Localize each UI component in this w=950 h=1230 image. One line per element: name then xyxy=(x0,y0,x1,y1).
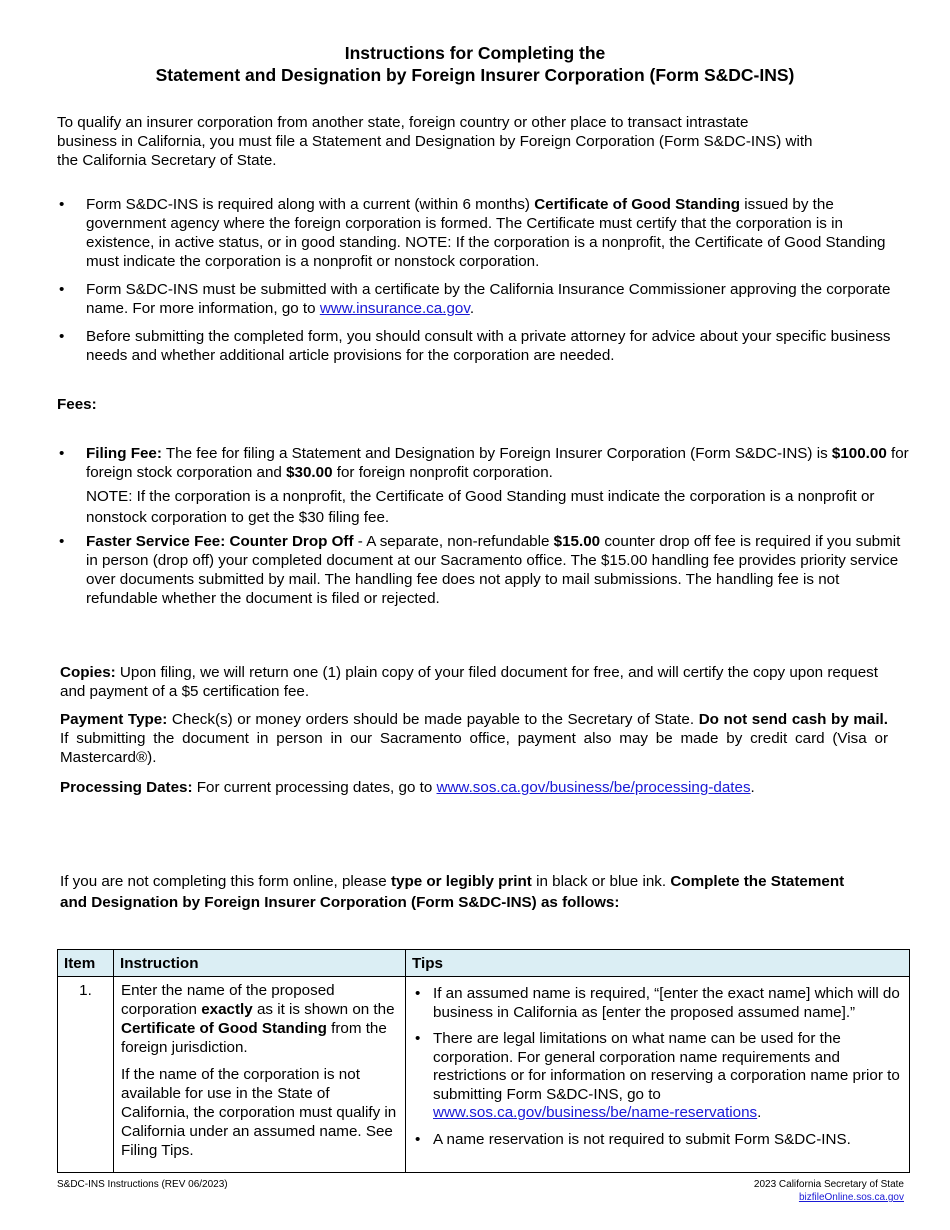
tips-list xyxy=(413,985,902,1149)
intro-paragraph xyxy=(57,113,887,170)
instruction-paragraph: Enter the name of the proposed corporation exactly as it is shown on the Certificate of Good Standing from the foreign jurisdiction. xyxy=(121,982,395,1056)
footer-right xyxy=(754,1178,904,1204)
tip-item: • A name reservation is not required to submit Form S&DC-INS. xyxy=(413,1131,902,1150)
row-tips xyxy=(406,977,910,1173)
footer-copyright: 2023 California Secretary of State xyxy=(753,1179,904,1190)
filing-fee-note: NOTE: If the corporation is a nonprofit, the Certificate of Good Standing must indicate the corporation is a nonprofit or nonstock corporation to get the $30 filing fee. xyxy=(86,488,875,526)
requirements-list xyxy=(57,195,912,374)
row-item-number: 1. xyxy=(58,977,114,1173)
row-instruction xyxy=(114,977,406,1173)
fees-list xyxy=(57,444,912,617)
table-row xyxy=(58,977,910,1173)
page-title xyxy=(0,42,950,86)
header-tips: Tips xyxy=(406,950,910,977)
title-line-2: Statement and Designation by Foreign Insurer Corporation (Form S&DC-INS) xyxy=(155,65,795,85)
processing-dates-paragraph: Processing Dates: For current processing dates, go to www.sos.ca.gov/business/be/processing-dates. xyxy=(60,779,755,796)
intro-line-1: To qualify an insurer corporation from another state, foreign country or other place to transact intrastate xyxy=(57,114,749,131)
processing-dates-link[interactable]: www.sos.ca.gov/business/be/processing-dates xyxy=(436,779,751,796)
bizfile-link[interactable]: bizfileOnline.sos.ca.gov xyxy=(798,1192,904,1203)
fees-heading: Fees: xyxy=(57,396,97,413)
requirement-item: • Form S&DC-INS is required along with a current (within 6 months) Certificate of Good Standing issued by the government agency where the foreign corporation is formed. The Certificate must certify that the corporation is in existence, in active status, or in good standing. NOTE: If the corporation is a nonprofit, the Certificate of Good Standing must indicate the corporation is a nonprofit or nonstock corporation. xyxy=(57,195,912,271)
requirement-item: • Form S&DC-INS must be submitted with a certificate by the California Insurance Commissioner approving the corporate name. For more information, go to www.insurance.ca.gov. xyxy=(57,280,912,318)
requirement-item: • Before submitting the completed form, you should consult with a private attorney for advice about your specific business needs and whether additional article provisions for the corporation are needed. xyxy=(57,327,912,365)
filing-fee-item: • Filing Fee: The fee for filing a Statement and Designation by Foreign Insurer Corporation (Form S&DC-INS) is $100.00 for foreign stock corporation and $30.00 for foreign nonprofit corporation. NOTE: If the corporation is a nonprofit, the Certificate of Good Standing must indicate the corporation is a nonprofit or nonstock corporation to get the $30 filing fee. xyxy=(57,444,912,528)
title-line-1: Instructions for Completing the xyxy=(344,43,606,63)
header-item: Item xyxy=(58,950,114,977)
instruction-paragraph: If the name of the corporation is not available for use in the State of California, the corporation must qualify in California under an assumed name. See Filing Tips. xyxy=(121,1066,397,1159)
instructions-table xyxy=(57,949,910,1173)
tip-item: • There are legal limitations on what name can be used for the corporation. For general corporation name requirements and restrictions or for information on reserving a corporation name prior to submitting Form S&DC-INS, go to www.sos.ca.gov/business/be/name-reservations. xyxy=(413,1030,902,1123)
tip-item: • If an assumed name is required, “[enter the exact name] which will do business in California as [enter the proposed assumed name].” xyxy=(413,985,902,1022)
footer-form-revision: S&DC-INS Instructions (REV 06/2023) xyxy=(57,1179,228,1190)
copies-paragraph: Copies: Upon filing, we will return one (1) plain copy of your filed document for free, and will certify the copy upon request and payment of a $5 certification fee. xyxy=(60,664,878,700)
header-instruction: Instruction xyxy=(114,950,406,977)
intro-line-3: the California Secretary of State. xyxy=(57,152,277,169)
table-header-row xyxy=(58,950,910,977)
intro-line-2: business in California, you must file a Statement and Designation by Foreign Corporation (Form S&DC-INS) with xyxy=(57,133,813,150)
payment-type-paragraph: Payment Type: Check(s) or money orders should be made payable to the Secretary of State. Do not send cash by mail. If submitting the document in person in our Sacramento office, payment also may be made by credit card (Visa or Mastercard®). xyxy=(60,711,888,766)
insurance-website-link[interactable]: www.insurance.ca.gov xyxy=(319,300,470,317)
faster-service-fee-item: • Faster Service Fee: Counter Drop Off - A separate, non-refundable $15.00 counter drop off fee is required if you submit in person (drop off) your completed document at our Sacramento office. The $15.00 handling fee provides priority service over documents submitted by mail. The handling fee does not apply to mail submissions. The handling fee is not refundable whether the document is filed or rejected. xyxy=(57,532,912,608)
name-reservations-link[interactable]: www.sos.ca.gov/business/be/name-reservations xyxy=(433,1104,758,1121)
completion-instructions: If you are not completing this form online, please type or legibly print in black or blue ink. Complete the Statement and Designation by Foreign Insurer Corporation (Form S&DC-INS) as follows: xyxy=(60,873,845,911)
